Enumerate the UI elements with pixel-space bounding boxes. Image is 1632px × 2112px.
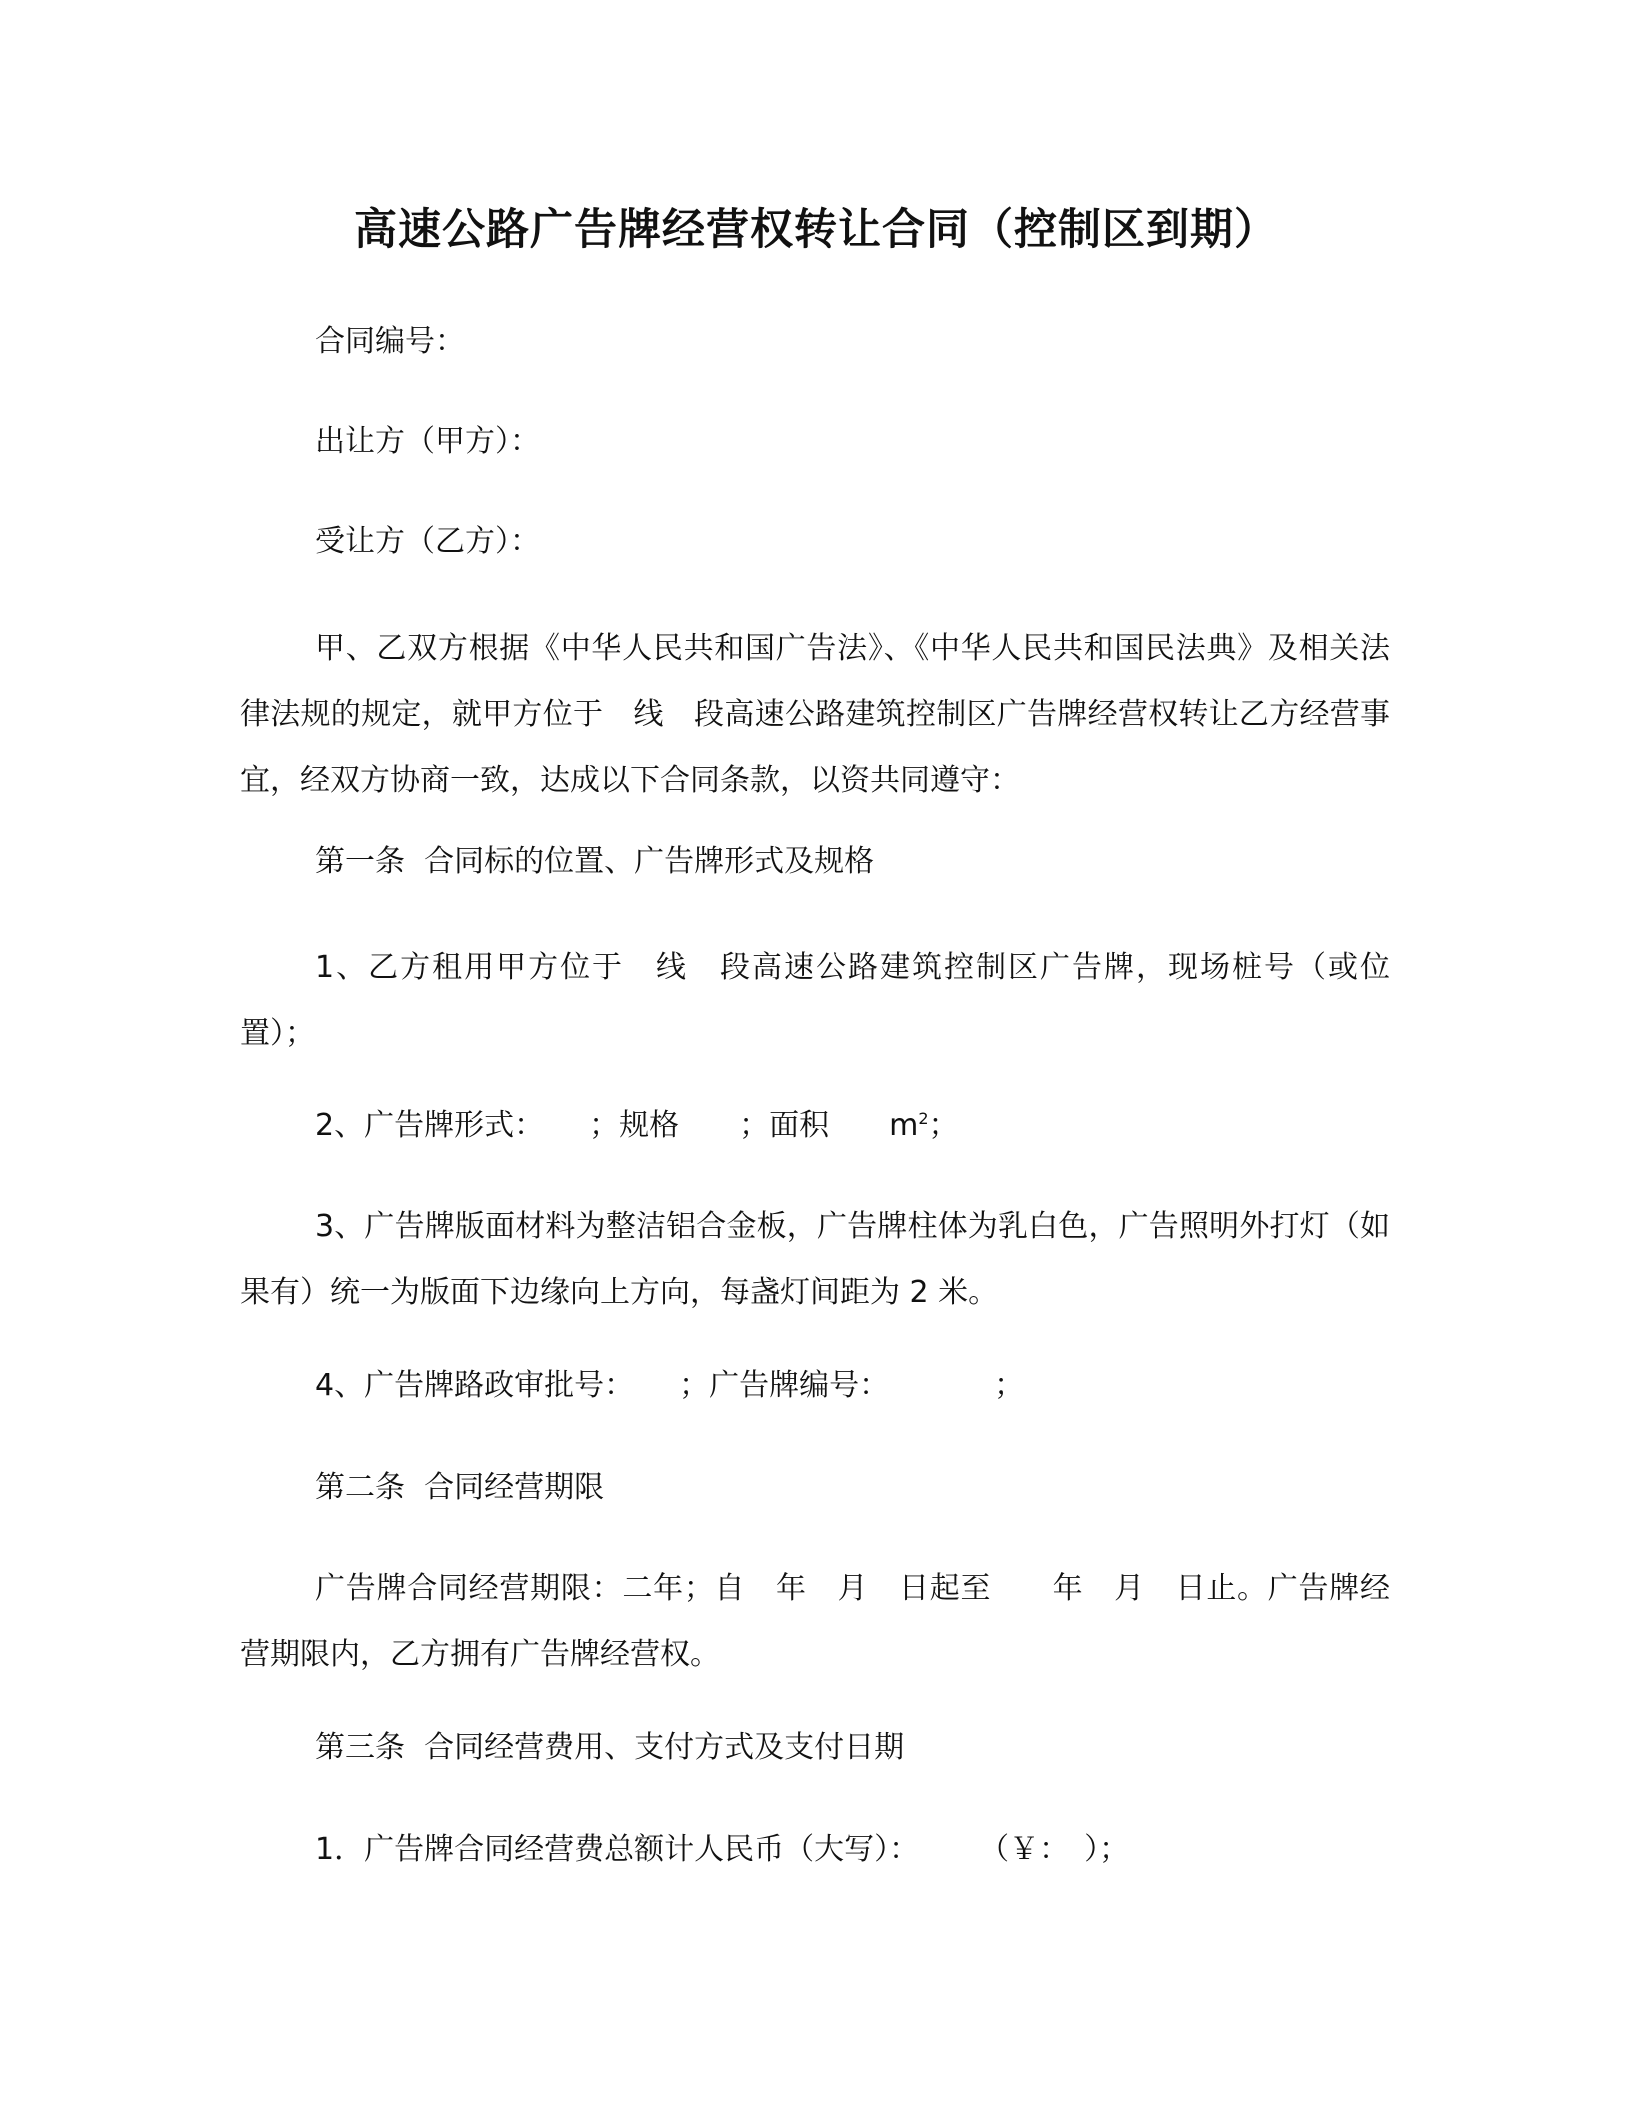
article-3-heading: 第三条 合同经营费用、支付方式及支付日期 bbox=[315, 1730, 905, 1765]
article-1-heading: 第一条 合同标的位置、广告牌形式及规格 bbox=[315, 844, 875, 879]
article-2-text: 广告牌合同经营期限：二年；自 年 月 日起至 年 月 日止。广告牌经营期限内，乙方拥有广告牌经营权。 bbox=[240, 1571, 1390, 1672]
article-1-item-1: 1、乙方租用甲方位于 线 段高速公路建筑控制区广告牌，现场桩号（或位置）； bbox=[240, 950, 1390, 1051]
article-3-item-1: 1．广告牌合同经营费总额计人民币（大写）： （￥： ）； bbox=[315, 1832, 1130, 1867]
preamble-paragraph: 甲、乙双方根据《中华人民共和国广告法》、《中华人民共和国民法典》及相关法律法规的规定，就甲方位于 线 段高速公路建筑控制区广告牌经营权转让乙方经营事宜，经双方协商一致，达成以下合同条款，以资共同遵守： bbox=[240, 631, 1390, 798]
square-meter-superscript: 2 bbox=[918, 1109, 929, 1128]
article-1-item-2-end: ； bbox=[928, 1108, 959, 1143]
article-1-item-2-text: 2、广告牌形式： ；规格 ；面积 m bbox=[315, 1108, 919, 1143]
article-1-item-2 bbox=[315, 1106, 959, 1146]
contract-number-label: 合同编号： bbox=[315, 324, 465, 359]
article-2-heading: 第二条 合同经营期限 bbox=[315, 1470, 605, 1505]
article-1-item-3: 3、广告牌版面材料为整洁铝合金板，广告牌柱体为乳白色，广告照明外打灯（如果有）统一为版面下边缘向上方向，每盏灯间距为 2 米。 bbox=[240, 1209, 1390, 1310]
party-a-label: 出让方（甲方）： bbox=[315, 424, 540, 459]
article-1-item-4: 4、广告牌路政审批号： ；广告牌编号： ； bbox=[315, 1368, 1025, 1403]
document-title: 高速公路广告牌经营权转让合同（控制区到期） bbox=[354, 205, 1278, 255]
party-b-label: 受让方（乙方）： bbox=[315, 524, 540, 559]
